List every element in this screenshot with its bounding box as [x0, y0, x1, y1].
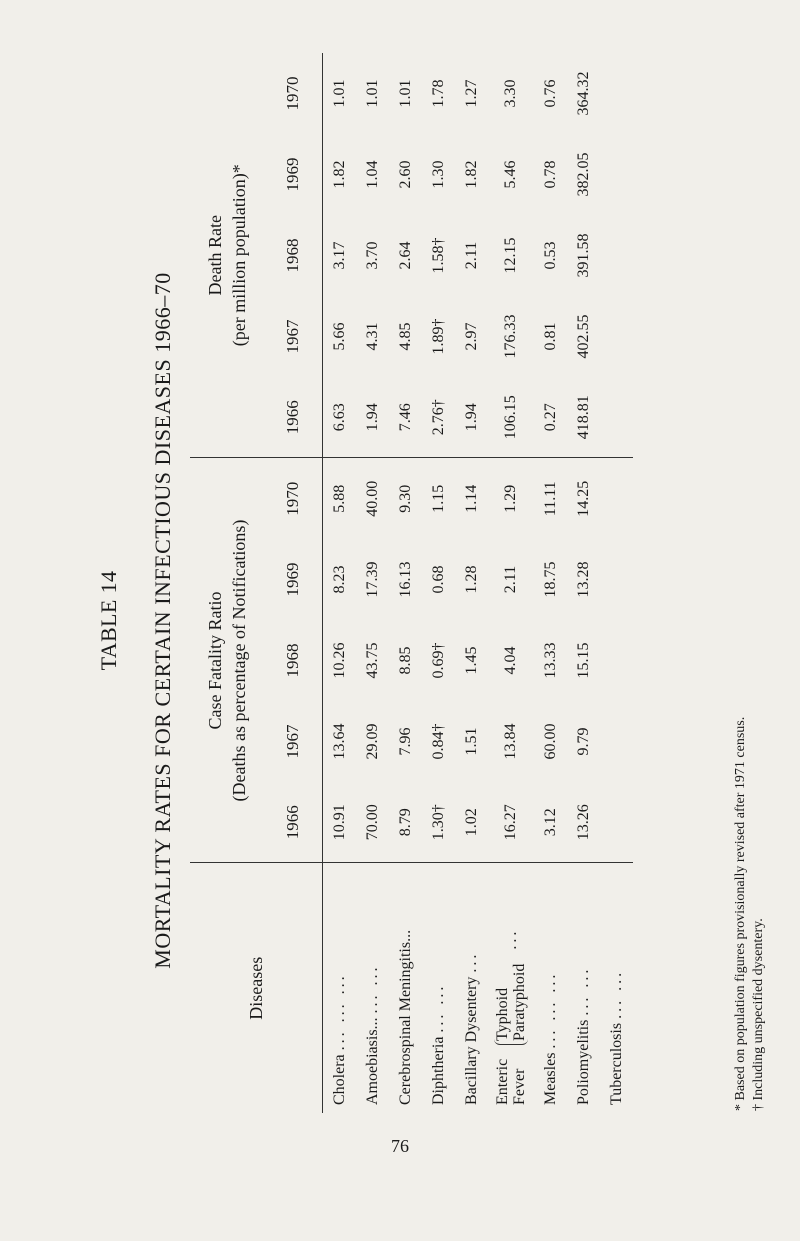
cfr-value: 10.26	[323, 620, 357, 701]
dr-value: 1.04	[363, 160, 381, 189]
dr-value: 7.46	[389, 377, 422, 458]
dr-value: 402.55	[574, 314, 592, 359]
dr-value: 418.81	[567, 377, 600, 458]
dr-value: 0.53	[541, 241, 559, 270]
dr-value: 1.01	[363, 79, 381, 108]
dr-value: 1.58†	[429, 237, 447, 274]
cfr-year-1969: 1969	[283, 562, 302, 597]
cfr-value: 1.51	[462, 727, 480, 756]
cfr-value: 0.84†	[429, 723, 447, 760]
dr-value: 3.17	[323, 215, 357, 296]
cfr-value	[600, 539, 633, 620]
table-row-cerebrospinal-meningitis	[389, 53, 422, 1113]
dr-value: 5.66	[323, 296, 357, 377]
dr-value: 5.46	[502, 160, 519, 189]
cfr-value: 10.91	[323, 782, 357, 863]
dr-value: 4.31	[363, 322, 381, 351]
dr-value: 12.15	[502, 237, 519, 274]
cfr-value: 1.45	[462, 646, 480, 675]
dr-value: 2.97	[462, 322, 480, 351]
cfr-value: 1.02	[455, 782, 488, 863]
table-label: TABLE 14	[96, 570, 121, 671]
cfr-value: 2.11	[502, 565, 519, 594]
cfr-value	[600, 701, 633, 782]
dr-value	[600, 296, 633, 377]
cfr-value: 29.09	[363, 723, 381, 760]
cfr-value: 1.14	[462, 484, 480, 513]
case-fatality-header	[190, 458, 264, 863]
cfr-value: 16.13	[396, 561, 414, 598]
footnotes	[732, 111, 768, 1111]
disease-name: Enteric Fever Typhoid Paratyphoid ...	[494, 928, 528, 1105]
dr-year-1969: 1969	[283, 157, 302, 192]
disease-name: Poliomyelitis ... ...	[574, 966, 592, 1105]
disease-name: Cerebrospinal Meningitis...	[396, 929, 414, 1105]
cfr-year-1970: 1970	[283, 481, 302, 516]
table-row-tuberculosis	[600, 53, 633, 1113]
dr-value	[600, 377, 633, 458]
cfr-value: 0.69†	[429, 642, 447, 679]
footnote-dysentery: † Including unspecified dysentery.	[751, 918, 766, 1111]
cfr-value: 15.15	[574, 642, 592, 679]
dr-value: 1.27	[462, 79, 480, 108]
table-row-poliomyelitis	[567, 53, 600, 1113]
footnote-population: * Based on population figures provisionally revised after 1971 census.	[733, 716, 748, 1111]
disease-name: Bacillary Dysentery ...	[462, 951, 480, 1105]
table-row-enteric-fever	[488, 53, 534, 1113]
cfr-value: 9.30	[396, 484, 414, 513]
dr-value	[600, 134, 633, 215]
cfr-value: 13.26	[567, 782, 600, 863]
cfr-value: 1.30†	[422, 782, 455, 863]
dr-value: 2.76†	[422, 377, 455, 458]
cfr-value: 16.27	[488, 782, 534, 863]
table-row-diphtheria	[422, 53, 455, 1113]
cfr-value: 8.85	[396, 646, 414, 675]
disease-name: Diphtheria ... ...	[429, 983, 447, 1105]
cfr-value: 4.04	[502, 646, 519, 675]
dr-value: 1.01	[323, 53, 357, 134]
cfr-value: 8.79	[389, 782, 422, 863]
cfr-value: 43.75	[363, 642, 381, 679]
cfr-value: 0.68	[429, 565, 447, 594]
table-row-cholera	[323, 53, 357, 1113]
dr-value: 3.30	[502, 79, 519, 108]
dr-value	[600, 215, 633, 296]
dr-value: 0.76	[541, 79, 559, 108]
table-title: MORTALITY RATES FOR CERTAIN INFECTIOUS DISEASES 1966–70	[150, 272, 175, 969]
dr-value: 1.82	[462, 160, 480, 189]
cfr-value: 60.00	[541, 723, 559, 760]
dr-value: 106.15	[488, 377, 534, 458]
cfr-value: 3.12	[534, 782, 567, 863]
death-rate-title: Death Rate	[205, 215, 225, 296]
dr-value: 391.58	[574, 233, 592, 278]
cfr-value: 1.29	[502, 484, 519, 513]
dr-year-1970: 1970	[283, 76, 302, 111]
dr-value: 2.64	[396, 241, 414, 270]
dr-value: 0.81	[541, 322, 559, 351]
cfr-year-1967: 1967	[283, 724, 302, 759]
dr-value: 2.11	[462, 241, 480, 270]
dr-value: 1.78	[429, 79, 447, 108]
cfr-value	[600, 782, 633, 863]
cfr-value: 13.28	[574, 561, 592, 598]
cfr-value	[600, 620, 633, 701]
dr-value: 176.33	[502, 314, 519, 359]
disease-name: Amoebiasis... ... ...	[363, 964, 381, 1105]
dr-value: 2.60	[396, 160, 414, 189]
dr-year-1967: 1967	[283, 319, 302, 354]
table-row-amoebiasis	[356, 53, 389, 1113]
cfr-value: 11.11	[541, 481, 559, 517]
cfr-value: 8.23	[323, 539, 357, 620]
death-rate-header	[190, 53, 264, 458]
cfr-value: 7.96	[396, 727, 414, 756]
cfr-value: 1.15	[429, 484, 447, 513]
mortality-table	[190, 53, 633, 1113]
table-row-bacillary-dysentery	[455, 53, 488, 1113]
cfr-value: 70.00	[356, 782, 389, 863]
dr-value: 1.01	[396, 79, 414, 108]
cfr-value: 17.39	[363, 561, 381, 598]
dr-value: 1.82	[323, 134, 357, 215]
dr-value: 0.78	[541, 160, 559, 189]
cfr-value: 18.75	[541, 561, 559, 598]
dr-value: 1.89†	[429, 318, 447, 355]
dr-value: 1.94	[356, 377, 389, 458]
dr-value: 4.85	[396, 322, 414, 351]
cfr-value: 9.79	[574, 727, 592, 756]
cfr-value	[600, 458, 633, 539]
cfr-year-1968: 1968	[283, 643, 302, 678]
dr-year-1968: 1968	[283, 238, 302, 273]
dr-value: 3.70	[363, 241, 381, 270]
case-fatality-title: Case Fatality Ratio	[205, 591, 225, 730]
dr-value: 1.94	[455, 377, 488, 458]
cfr-value: 5.88	[323, 458, 357, 539]
case-fatality-subtitle: (Deaths as percentage of Notifications)	[229, 519, 249, 802]
cfr-value: 13.33	[541, 642, 559, 679]
cfr-value: 13.64	[323, 701, 357, 782]
disease-name: Tuberculosis ... ...	[607, 969, 625, 1105]
cfr-value: 40.00	[363, 480, 381, 517]
enteric-subtypes: Typhoid Paratyphoid	[494, 964, 528, 1045]
cfr-value: 14.25	[574, 480, 592, 517]
dr-value: 382.05	[574, 152, 592, 197]
dr-year-1966: 1966	[264, 377, 323, 458]
death-rate-subtitle: (per million population)*	[229, 164, 249, 347]
dr-value: 0.27	[534, 377, 567, 458]
cfr-value: 1.28	[462, 565, 480, 594]
dr-value: 1.30	[429, 160, 447, 189]
dr-value: 364.32	[574, 71, 592, 116]
cfr-value: 13.84	[502, 723, 519, 760]
disease-name: Cholera ... ... ...	[323, 863, 357, 1113]
cfr-year-1966: 1966	[264, 782, 323, 863]
dr-value: 6.63	[323, 377, 357, 458]
diseases-header: Diseases	[245, 956, 266, 1020]
page-number: 76	[391, 1136, 409, 1156]
disease-name: Measles ... ... ...	[541, 971, 559, 1105]
table-row-measles	[534, 53, 567, 1113]
dr-value	[600, 53, 633, 134]
